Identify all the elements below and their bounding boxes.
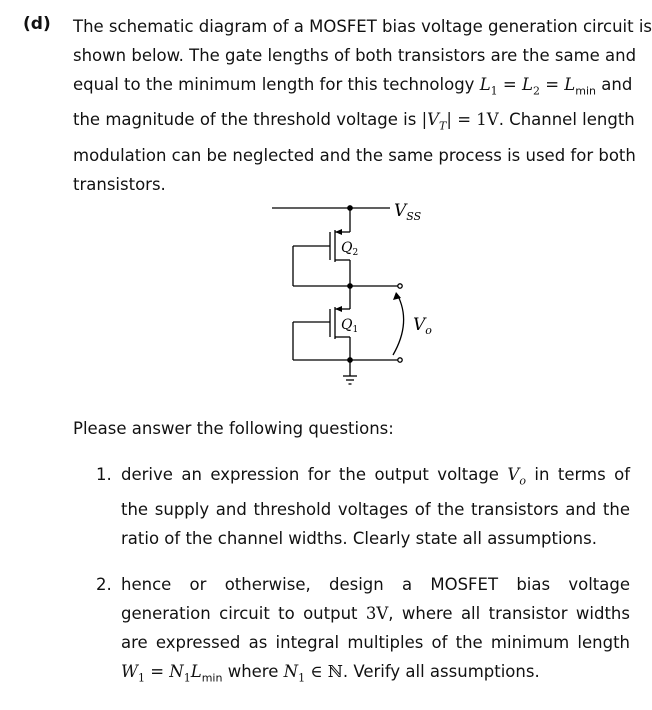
item-2-line-4-end: . Verify all assumptions. xyxy=(342,662,540,682)
intro-line-4-text: the magnitude of the threshold voltage is xyxy=(73,110,422,130)
item-number: 1. xyxy=(96,465,112,484)
natural-number-equation: $N_1$ ∈ ℕ xyxy=(283,662,343,685)
vo-symbol: $V_o$ xyxy=(507,465,526,488)
intro-line-3-text: equal to the minimum length for this technology xyxy=(73,75,480,94)
output-terminal xyxy=(398,284,402,288)
vss-label: $V_{SS}$ xyxy=(394,201,422,223)
ground-terminal xyxy=(398,358,402,362)
vo-label: $V_o$ xyxy=(413,315,432,337)
q1-arrow xyxy=(335,306,342,312)
q2-label: $Q_2$ xyxy=(341,240,359,258)
q2-arrow xyxy=(335,229,342,235)
item-number: 2. xyxy=(96,575,112,595)
item-1-text-end: in terms of the xyxy=(121,465,631,520)
item-1-line-2: supply and threshold voltages of the transistors and the ratio of xyxy=(121,500,631,549)
item-2-line-3-end: where xyxy=(222,662,279,682)
intro-line-2: shown below. The gate lengths of both transistors are the same and xyxy=(73,46,637,65)
gate-length-equation: $L_1 = L_2 = L_{min}$ xyxy=(479,75,597,98)
vo-arrow xyxy=(393,294,404,355)
item-2-line-3: as integral multiples of the minimum length xyxy=(248,633,631,653)
item-1-line-3: the channel widths. Clearly state all assumptions. xyxy=(185,529,597,549)
item-1-text: derive an expression for the output voltage xyxy=(121,465,508,484)
q1-label: $Q_1$ xyxy=(341,317,359,335)
question-label: (d) xyxy=(23,14,51,34)
intro-line-3-end: and xyxy=(596,75,633,94)
threshold-equation: $|V_T| = 1V$ xyxy=(421,110,499,133)
item-2-line-1: hence or otherwise, design a MOSFET bias voltage generation xyxy=(121,575,630,624)
intro-line-4-end: . Channel length xyxy=(498,110,635,130)
target-voltage: 3V xyxy=(365,604,389,624)
item-2-line-2-end: , where all transistor widths are expressed xyxy=(121,604,630,653)
intro-line-1: The schematic diagram of a MOSFET bias voltage generation circuit is xyxy=(73,17,652,36)
item-2-line-2: circuit to output xyxy=(219,604,366,624)
list-item xyxy=(96,460,630,553)
width-equation: $W_1 = N_1L_{min}$ xyxy=(121,662,223,685)
intro-line-5: modulation can be neglected and the same process is used for both xyxy=(73,145,636,165)
list-item xyxy=(96,570,630,692)
questions-prompt: Please answer the following questions: xyxy=(73,419,394,438)
question-list xyxy=(96,460,630,710)
intro-line-6: transistors. xyxy=(73,174,166,194)
